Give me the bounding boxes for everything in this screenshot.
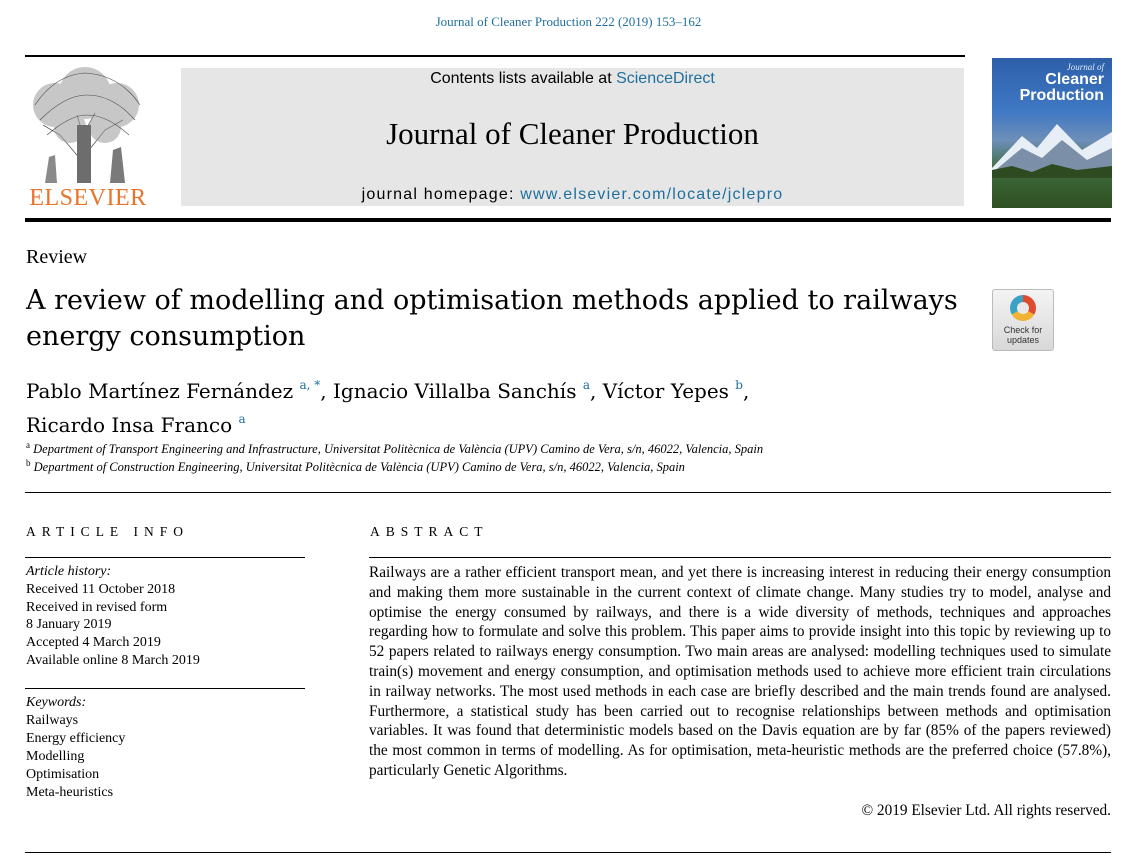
history-item: Accepted 4 March 2019 [26,635,161,651]
history-item: Received 11 October 2018 [26,581,176,597]
author-separator: , [589,379,603,403]
article-info-heading: ARTICLE INFO [26,524,190,539]
abstract-rule [369,557,1111,558]
cover-title-line1: Cleaner [1045,71,1104,88]
keyword: Meta-heuristics [26,785,114,800]
author-list [26,371,1026,439]
crossmark-line2: updates [1006,335,1040,345]
author-name[interactable]: Ricardo Insa Franco [26,413,233,437]
section-rule [25,492,1111,493]
elsevier-logo[interactable] [25,65,151,210]
contents-line [181,70,964,88]
author-affiliation-mark[interactable]: b [735,378,743,392]
keyword: Modelling [26,749,85,764]
homepage-link[interactable]: www.elsevier.com/locate/jclepro [520,186,784,203]
elsevier-wordmark: ELSEVIER [29,185,147,211]
journal-cover-image[interactable] [992,58,1112,208]
cover-title-line2: Production [1019,87,1104,104]
keyword: Optimisation [26,767,100,782]
affiliation-text: Department of Construction Engineering, Universitat Politècnica de València (UPV) Camino de Vera, s/n, 46022, Valencia, Spain [33,460,685,474]
keyword: Railways [26,713,79,728]
check-for-updates-button[interactable] [992,289,1054,351]
mountain-icon [992,118,1112,178]
article-type: Review [26,246,88,268]
keywords-list [26,694,125,802]
crossmark-icon [1010,295,1036,321]
abstract-text: Railways are a rather efficient transport mean, and yet there is increasing interest in reducing their energy consumption and making them more sustainable in the current context of climate change. Many studies try to model, analyse and optimise the energy consumed by railways, and there is a wide diversity of methods, techniques and approaches regarding how to formulate and solve this problem. This paper aims to provide insight into this topic by reviewing up to 52 papers related to railways energy consumption. Two main areas are analysed: modelling techniques used to simulate train(s) movement and energy consumption, and optimisation methods used to achieve more efficient train circulations in railway networks. The most used methods in each case are briefly described and the main trends found are analysed. Furthermore, a statistical study has been carried out to recognise relationships between methods and optimisation variables. It was found that deterministic models based on the Davis equation are by far (85% of the papers reviewed) the most common in terms of modelling. As for optimisation, meta-heuristic methods are the preferred choice (57.8%), particularly Genetic Algorithms. [369,564,1111,779]
sciencedirect-link[interactable]: ScienceDirect [616,70,715,87]
article-history [26,563,200,670]
history-item: 8 January 2019 [26,617,112,633]
copyright-notice: © 2019 Elsevier Ltd. All rights reserved. [861,802,1111,819]
author-separator: , [742,379,750,403]
crossmark-line1: Check for [1003,325,1043,335]
affiliation-mark: a [26,440,30,450]
abstract-heading: ABSTRACT [370,524,489,539]
journal-citation-link[interactable]: Journal of Cleaner Production 222 (2019) 153–162 [435,14,702,29]
author-affiliation-mark[interactable]: a [582,378,590,392]
author-separator: , [320,379,334,403]
top-rule [25,55,965,57]
keywords-rule [25,688,305,689]
affiliation [26,440,763,457]
affiliation-mark: b [26,458,31,468]
cover-title [1020,72,1104,104]
bottom-rule [25,852,1111,853]
author-name[interactable]: Víctor Yepes [602,379,729,403]
article-info-rule [25,557,305,558]
keyword: Energy efficiency [26,731,126,746]
author-affiliation-mark[interactable]: a [238,412,246,426]
keywords-label: Keywords: [26,695,87,710]
history-item: Received in revised form [26,599,168,615]
elsevier-tree-icon [25,65,151,183]
cover-journal-of: Journal of [1066,62,1104,72]
header-thick-rule [25,218,1111,222]
affiliation [26,458,685,475]
author-affiliation-mark[interactable]: a, * [299,378,321,392]
journal-homepage [181,186,964,204]
crossmark-text [993,325,1053,345]
affiliation-text: Department of Transport Engineering and Infrastructure, Universitat Politècnica de València (UPV) Camino de Vera, s/n, 46022, Valencia, Spain [33,442,764,456]
homepage-prefix: journal homepage: [361,186,521,203]
article-title: A review of modelling and optimisation methods applied to railways energy consumption [26,285,958,352]
contents-prefix: Contents lists available at [430,70,617,87]
author-name[interactable]: Ignacio Villalba Sanchís [333,379,577,403]
history-label: Article history: [26,564,112,579]
journal-title: Journal of Cleaner Production [386,116,759,151]
history-item: Available online 8 March 2019 [26,652,200,668]
journal-banner [181,68,964,206]
author-name[interactable]: Pablo Martínez Fernández [26,379,294,403]
